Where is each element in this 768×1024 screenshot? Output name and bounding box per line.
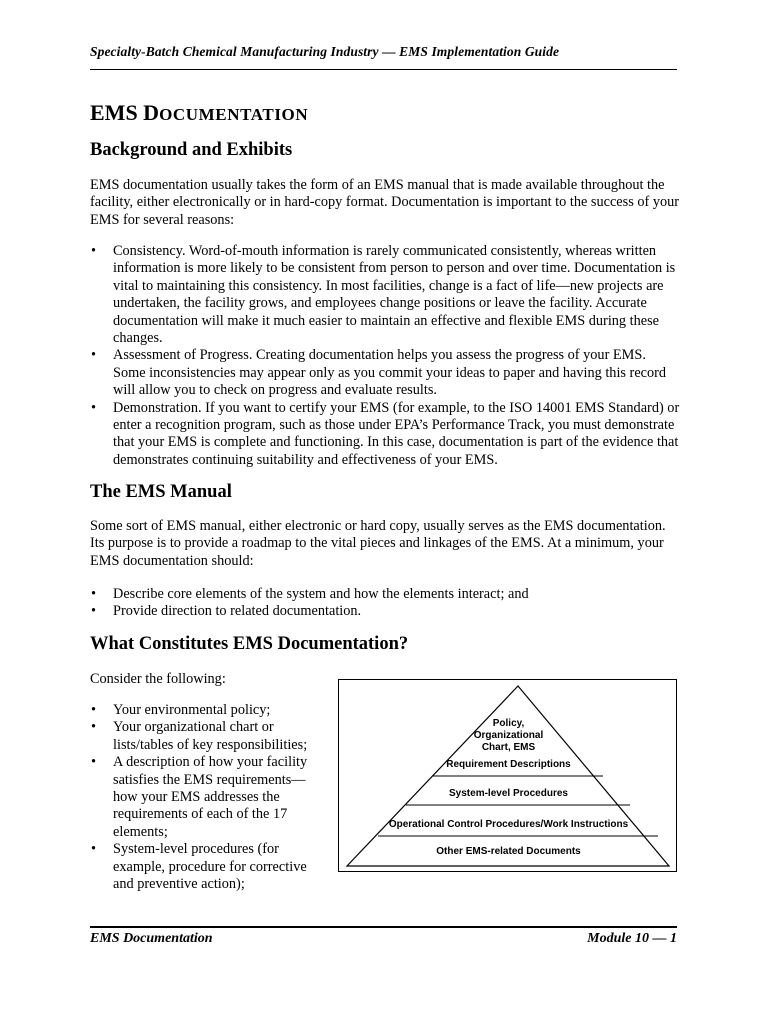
list-item [90, 586, 680, 603]
list-item [90, 400, 680, 470]
pyramid-top-line: Policy, [492, 718, 525, 729]
footer-rule [90, 926, 677, 928]
footer-page-number: Module 10 — 1 [587, 931, 677, 946]
list-item-text: Demonstration. If you want to certify your EMS (for example, to the ISO 14001 EMS Standard) or enter a recognition program, such as those under EPA’s Performance Track, you must demonstrate that your EMS is complete and functioning. In this case, documentation is part of the evidence that demonstrates continuing suitability and effectiveness of your EMS. [113, 399, 680, 468]
paragraph-ems-manual-intro: Some sort of EMS manual, either electronic or hard copy, usually serves as the EMS documentation. Its purpose is to provide a roadmap to the vital pieces and linkages of the EMS. At a minimum, your EMS documentation should: [90, 518, 666, 569]
pyramid-figure [338, 679, 677, 872]
bullet-dot: • [91, 586, 97, 602]
bullet-list-manual [90, 586, 680, 621]
bullet-list-documentation [90, 702, 322, 893]
bullet-list-reasons [90, 243, 680, 469]
running-header: Specialty-Batch Chemical Manufacturing Industry — EMS Implementation Guide [90, 44, 560, 59]
footer-section-title: EMS Documentation [90, 931, 213, 946]
pyramid-level-1: Requirement Descriptions [446, 759, 571, 770]
list-item [90, 841, 322, 893]
bullet-dot: • [91, 841, 97, 858]
list-item-text: Provide direction to related documentation. [113, 603, 362, 620]
bullet-dot: • [91, 603, 97, 620]
pyramid-top-line: Organizational [473, 730, 544, 741]
list-item [90, 754, 322, 841]
list-item-text: Your organizational chart or lists/tables of key responsibilities; [113, 719, 308, 753]
list-item [90, 347, 680, 399]
header-rule [90, 69, 677, 70]
list-item-text: Assessment of Progress. Creating documentation helps you assess the progress of your EMS. Some inconsistencies may appear only as you commit your ideas to paper and having this record will allow you to check on progress and evaluate results. [113, 347, 667, 399]
bullet-dot: • [91, 702, 97, 718]
page-title [90, 100, 308, 126]
bullet-dot: • [91, 347, 97, 364]
section-heading-what-constitutes: What Constitutes EMS Documentation? [90, 634, 409, 654]
pyramid-top-line: Chart, EMS [481, 742, 536, 753]
list-item-text: Describe core elements of the system and how the elements interact; and [113, 586, 529, 602]
list-item-text: Consistency. Word-of-mouth information is rarely communicated consistently, whereas written information is more likely to be consistent from person to person and over time. Documentation is vital to maintaining this consistency. In most facilities, change is a fact of life—new projects are undertaken, the facility grows, and employees change positions or leave the facility. Accurate documentation will make it much easier to maintain an effective and flexible EMS during these changes. [113, 243, 676, 347]
list-item-text: Your environmental policy; [113, 702, 271, 718]
list-item [90, 243, 680, 347]
bullet-dot: • [91, 399, 97, 416]
bullet-dot: • [91, 243, 97, 259]
pyramid-level-4: Other EMS-related Documents [436, 846, 581, 857]
paragraph-consider: Consider the following: [90, 671, 226, 687]
paragraph-background-intro: EMS documentation usually takes the form of an EMS manual that is made available throughout the facility, either electronically or in hard-copy format. Documentation is important to the success of your EMS for several reasons: [90, 177, 680, 228]
list-item [90, 603, 680, 620]
pyramid-top-label [339, 718, 678, 754]
bullet-dot: • [91, 754, 97, 771]
list-item [90, 719, 322, 754]
section-heading-ems-manual: The EMS Manual [90, 482, 232, 502]
section-heading-background: Background and Exhibits [90, 140, 293, 160]
list-item-text: A description of how your facility satisfies the EMS requirements—how your EMS addresses the requirements of each of the 17 elements; [113, 754, 308, 840]
bullet-dot: • [91, 719, 97, 736]
page-title-first: EMS D [90, 100, 160, 125]
page-title-rest: OCUMENTATION [159, 105, 309, 124]
pyramid-diagram [339, 680, 678, 873]
pyramid-level-3: Operational Control Procedures/Work Instructions [388, 819, 629, 830]
list-item-text: System-level procedures (for example, procedure for corrective and preventive action); [113, 841, 307, 893]
pyramid-level-2: System-level Procedures [449, 788, 568, 799]
list-item [90, 702, 322, 719]
